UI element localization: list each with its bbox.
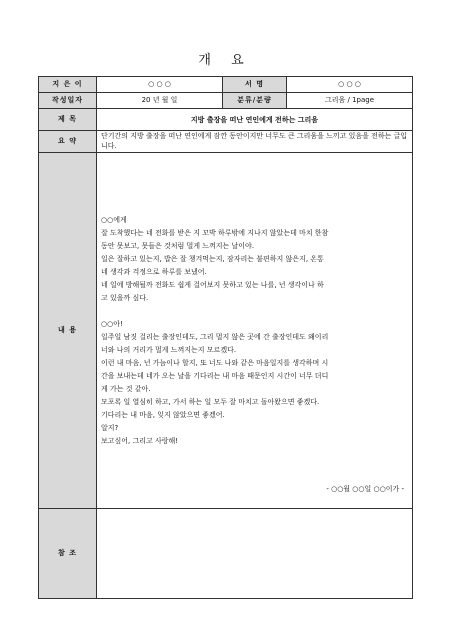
summary-value: 단기간의 지방 출장을 떠난 연인에게 잠깐 동안이지만 너무도 큰 그리움을 느끼고 있음을 전하는 글입니다. <box>97 131 413 153</box>
author-label: 지 은 이 <box>39 77 97 93</box>
content-line: 일은 잘하고 있는지, 밥은 잘 챙겨먹는지, 잠자리는 불편하지 않은지, 온통 <box>101 254 324 263</box>
letter-signature: - ○○월 ○○일 ○○이가 - <box>326 484 404 493</box>
content-line: 고 있을까 싶다. <box>101 293 149 302</box>
reference-value <box>97 509 413 599</box>
content-label: 내 용 <box>39 153 97 509</box>
content-line: ○○에게 <box>101 215 127 224</box>
content-line: 보고싶어, 그리고 사랑해! <box>101 436 179 445</box>
author-value: ○ ○ ○ <box>97 77 223 93</box>
content-line: 네 생각과 걱정으로 하루를 보냈어. <box>101 267 207 276</box>
content-line: 간을 보내는데 네가 오는 날을 기다리는 내 마음 때문인지 시간이 너무 더디 <box>101 371 329 380</box>
subject-label: 제 목 <box>39 109 97 131</box>
signature-label: 서 명 <box>223 77 287 93</box>
content-line: 게 가는 것 같아. <box>101 384 151 393</box>
content-line: ○○아! <box>101 319 123 328</box>
content-line: 이런 내 마음, 넌 가늠이나 할지, 또 너도 나와 같은 마음일지를 생각하며 시 <box>101 358 329 367</box>
date-value: 20 년 월 일 <box>97 93 223 109</box>
content-gap <box>101 305 408 318</box>
date-label: 작성일자 <box>39 93 97 109</box>
content-body <box>97 153 413 509</box>
signature-value: ○ ○ ○ <box>287 77 413 93</box>
content-line: 잘 도착했다는 네 전화를 받은 지 꼬박 하루밖에 지나지 않았는데 마치 한참 <box>101 228 329 237</box>
subject-value: 지방 출장을 떠난 연인에게 전하는 그리움 <box>97 109 413 131</box>
content-line: 네 일에 방해될까 전화도 쉽게 걸어보지 못하고 있는 나를, 넌 생각이나 하 <box>101 280 324 289</box>
category-label: 분류/분량 <box>223 93 287 109</box>
category-value: 그리움 / 1page <box>287 93 413 109</box>
content-line: 모포록 일 열심히 하고, 가서 하는 일 모두 잘 마치고 돌아왔으면 좋겠다. <box>101 397 320 406</box>
content-lines <box>101 214 408 448</box>
content-line: 기다리는 내 마음, 잊지 않았으면 좋겠어. <box>101 410 225 419</box>
reference-label: 참 조 <box>39 509 97 599</box>
summary-label: 요 약 <box>39 131 97 153</box>
content-line: 동안 못보고, 못들은 것처럼 멀게 느껴지는 날이야. <box>101 241 255 250</box>
content-line: 너와 나의 거리가 멀게 느껴지는지 모르겠다. <box>101 345 237 354</box>
page-title: 개 요 <box>198 53 252 68</box>
summary-form-table <box>38 76 413 599</box>
content-line: 알지? <box>101 423 119 432</box>
content-line: 일주일 남짓 걸리는 출장인데도, 그리 멀지 않은 곳에 간 출장인데도 왜이리 <box>101 332 329 341</box>
